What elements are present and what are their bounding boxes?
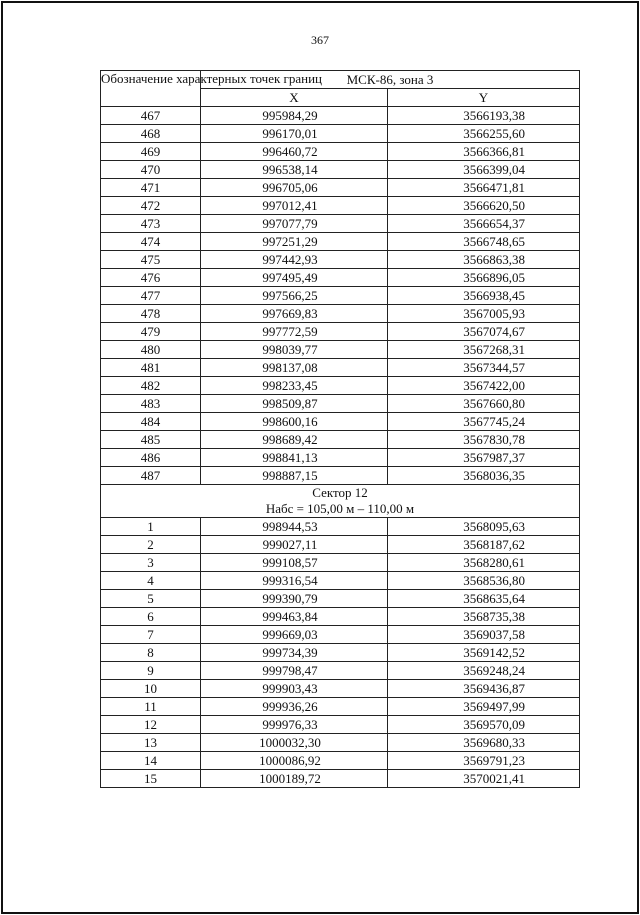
y-coordinate-cell: 3568536,80 xyxy=(388,572,580,590)
y-coordinate-cell: 3567745,24 xyxy=(388,413,580,431)
table-row xyxy=(101,752,580,770)
y-coordinate-cell: 3566654,37 xyxy=(388,215,580,233)
point-number-cell: 13 xyxy=(101,734,201,752)
x-coordinate-cell: 997012,41 xyxy=(201,197,388,215)
point-number-cell: 469 xyxy=(101,143,201,161)
y-coordinate-cell: 3566366,81 xyxy=(388,143,580,161)
table-row xyxy=(101,626,580,644)
y-coordinate-cell: 3566938,45 xyxy=(388,287,580,305)
table-row xyxy=(101,734,580,752)
x-coordinate-cell: 997442,93 xyxy=(201,251,388,269)
point-number-cell: 3 xyxy=(101,554,201,572)
x-coordinate-cell: 996460,72 xyxy=(201,143,388,161)
point-number-cell: 476 xyxy=(101,269,201,287)
x-coordinate-cell: 999669,03 xyxy=(201,626,388,644)
table-row xyxy=(101,125,580,143)
point-column-header: Обозначение характерных точек границ xyxy=(101,71,201,107)
point-number-cell: 471 xyxy=(101,179,201,197)
y-coordinate-cell: 3567074,67 xyxy=(388,323,580,341)
y-coordinate-cell: 3566471,81 xyxy=(388,179,580,197)
y-coordinate-cell: 3567268,31 xyxy=(388,341,580,359)
point-number-cell: 485 xyxy=(101,431,201,449)
y-coordinate-cell: 3567005,93 xyxy=(388,305,580,323)
table-row xyxy=(101,179,580,197)
sector-heading xyxy=(101,485,580,518)
y-coordinate-cell: 3569791,23 xyxy=(388,752,580,770)
table-row xyxy=(101,644,580,662)
table-row xyxy=(101,197,580,215)
x-coordinate-cell: 995984,29 xyxy=(201,107,388,125)
page-number: 367 xyxy=(311,33,329,47)
table-row xyxy=(101,215,580,233)
x-coordinate-cell: 1000086,92 xyxy=(201,752,388,770)
point-number-cell: 15 xyxy=(101,770,201,788)
y-coordinate-cell: 3568735,38 xyxy=(388,608,580,626)
table-row xyxy=(101,377,580,395)
x-coordinate-cell: 997251,29 xyxy=(201,233,388,251)
y-coordinate-cell: 3570021,41 xyxy=(388,770,580,788)
x-coordinate-cell: 998841,13 xyxy=(201,449,388,467)
table-row xyxy=(101,323,580,341)
sector-row xyxy=(101,485,580,518)
point-number-cell: 474 xyxy=(101,233,201,251)
point-number-cell: 10 xyxy=(101,680,201,698)
y-coordinate-cell: 3566193,38 xyxy=(388,107,580,125)
x-coordinate-cell: 998233,45 xyxy=(201,377,388,395)
table-row xyxy=(101,608,580,626)
y-coordinate-cell: 3569436,87 xyxy=(388,680,580,698)
y-coordinate-cell: 3566399,04 xyxy=(388,161,580,179)
table-row xyxy=(101,161,580,179)
y-coordinate-cell: 3569680,33 xyxy=(388,734,580,752)
y-coordinate-cell: 3566255,60 xyxy=(388,125,580,143)
y-column-header: Y xyxy=(388,89,580,107)
table-row xyxy=(101,518,580,536)
x-coordinate-cell: 997566,25 xyxy=(201,287,388,305)
x-coordinate-cell: 999798,47 xyxy=(201,662,388,680)
y-coordinate-cell: 3568187,62 xyxy=(388,536,580,554)
table-row xyxy=(101,698,580,716)
table-row xyxy=(101,449,580,467)
x-coordinate-cell: 998039,77 xyxy=(201,341,388,359)
y-coordinate-cell: 3568095,63 xyxy=(388,518,580,536)
point-number-cell: 467 xyxy=(101,107,201,125)
point-number-cell: 473 xyxy=(101,215,201,233)
x-coordinate-cell: 999976,33 xyxy=(201,716,388,734)
y-coordinate-cell: 3568036,35 xyxy=(388,467,580,485)
point-number-cell: 14 xyxy=(101,752,201,770)
sector-section xyxy=(101,485,580,518)
point-number-cell: 480 xyxy=(101,341,201,359)
x-coordinate-cell: 996170,01 xyxy=(201,125,388,143)
table-row xyxy=(101,662,580,680)
point-number-cell: 4 xyxy=(101,572,201,590)
sector-height-range: Нaбс = 105,00 м – 110,00 м xyxy=(265,501,415,516)
point-number-cell: 472 xyxy=(101,197,201,215)
y-coordinate-cell: 3567660,80 xyxy=(388,395,580,413)
table-row xyxy=(101,467,580,485)
y-coordinate-cell: 3567422,00 xyxy=(388,377,580,395)
point-number-cell: 481 xyxy=(101,359,201,377)
y-coordinate-cell: 3569248,24 xyxy=(388,662,580,680)
point-number-cell: 479 xyxy=(101,323,201,341)
y-coordinate-cell: 3567830,78 xyxy=(388,431,580,449)
point-number-cell: 12 xyxy=(101,716,201,734)
y-coordinate-cell: 3566620,50 xyxy=(388,197,580,215)
table-row xyxy=(101,287,580,305)
y-coordinate-cell: 3569037,58 xyxy=(388,626,580,644)
point-number-cell: 487 xyxy=(101,467,201,485)
x-coordinate-cell: 998509,87 xyxy=(201,395,388,413)
point-number-cell: 5 xyxy=(101,590,201,608)
x-coordinate-cell: 999316,54 xyxy=(201,572,388,590)
x-coordinate-cell: 997772,59 xyxy=(201,323,388,341)
rows-before-sector xyxy=(101,107,580,485)
x-coordinate-cell: 999390,79 xyxy=(201,590,388,608)
y-coordinate-cell: 3567344,57 xyxy=(388,359,580,377)
point-number-cell: 7 xyxy=(101,626,201,644)
point-number-cell: 484 xyxy=(101,413,201,431)
y-coordinate-cell: 3569497,99 xyxy=(388,698,580,716)
y-coordinate-cell: 3569570,09 xyxy=(388,716,580,734)
x-coordinate-cell: 999936,26 xyxy=(201,698,388,716)
point-number-cell: 1 xyxy=(101,518,201,536)
x-coordinate-cell: 998944,53 xyxy=(201,518,388,536)
x-column-header: X xyxy=(201,89,388,107)
y-coordinate-cell: 3569142,52 xyxy=(388,644,580,662)
rows-after-sector xyxy=(101,518,580,788)
point-number-cell: 478 xyxy=(101,305,201,323)
table-row xyxy=(101,590,580,608)
table-row xyxy=(101,413,580,431)
table-row xyxy=(101,107,580,125)
x-coordinate-cell: 998689,42 xyxy=(201,431,388,449)
point-number-cell: 468 xyxy=(101,125,201,143)
point-number-cell: 9 xyxy=(101,662,201,680)
y-coordinate-cell: 3566748,65 xyxy=(388,233,580,251)
table-row xyxy=(101,305,580,323)
table-row xyxy=(101,395,580,413)
y-coordinate-cell: 3566896,05 xyxy=(388,269,580,287)
point-number-cell: 11 xyxy=(101,698,201,716)
point-number-cell: 475 xyxy=(101,251,201,269)
table-row xyxy=(101,431,580,449)
coordinates-table xyxy=(100,70,580,788)
x-coordinate-cell: 998600,16 xyxy=(201,413,388,431)
table-row xyxy=(101,554,580,572)
point-number-cell: 477 xyxy=(101,287,201,305)
table-row xyxy=(101,233,580,251)
table-row xyxy=(101,572,580,590)
x-coordinate-cell: 997495,49 xyxy=(201,269,388,287)
table-row xyxy=(101,770,580,788)
x-coordinate-cell: 998137,08 xyxy=(201,359,388,377)
coordinate-system-header: МСК-86, зона 3 xyxy=(201,71,580,89)
y-coordinate-cell: 3568635,64 xyxy=(388,590,580,608)
point-number-cell: 486 xyxy=(101,449,201,467)
table-row xyxy=(101,359,580,377)
y-coordinate-cell: 3567987,37 xyxy=(388,449,580,467)
table-row xyxy=(101,716,580,734)
table-row xyxy=(101,269,580,287)
y-coordinate-cell: 3566863,38 xyxy=(388,251,580,269)
x-coordinate-cell: 997669,83 xyxy=(201,305,388,323)
x-coordinate-cell: 996538,14 xyxy=(201,161,388,179)
point-number-cell: 6 xyxy=(101,608,201,626)
point-number-cell: 2 xyxy=(101,536,201,554)
point-number-cell: 470 xyxy=(101,161,201,179)
x-coordinate-cell: 999108,57 xyxy=(201,554,388,572)
x-coordinate-cell: 997077,79 xyxy=(201,215,388,233)
table-row xyxy=(101,341,580,359)
x-coordinate-cell: 998887,15 xyxy=(201,467,388,485)
point-number-cell: 483 xyxy=(101,395,201,413)
x-coordinate-cell: 1000032,30 xyxy=(201,734,388,752)
y-coordinate-cell: 3568280,61 xyxy=(388,554,580,572)
table-row xyxy=(101,536,580,554)
table-row xyxy=(101,143,580,161)
point-number-cell: 8 xyxy=(101,644,201,662)
x-coordinate-cell: 999903,43 xyxy=(201,680,388,698)
table-row xyxy=(101,251,580,269)
sector-title: Сектор 12 xyxy=(312,485,368,500)
x-coordinate-cell: 1000189,72 xyxy=(201,770,388,788)
x-coordinate-cell: 999734,39 xyxy=(201,644,388,662)
table-row xyxy=(101,680,580,698)
x-coordinate-cell: 999463,84 xyxy=(201,608,388,626)
x-coordinate-cell: 999027,11 xyxy=(201,536,388,554)
x-coordinate-cell: 996705,06 xyxy=(201,179,388,197)
point-number-cell: 482 xyxy=(101,377,201,395)
